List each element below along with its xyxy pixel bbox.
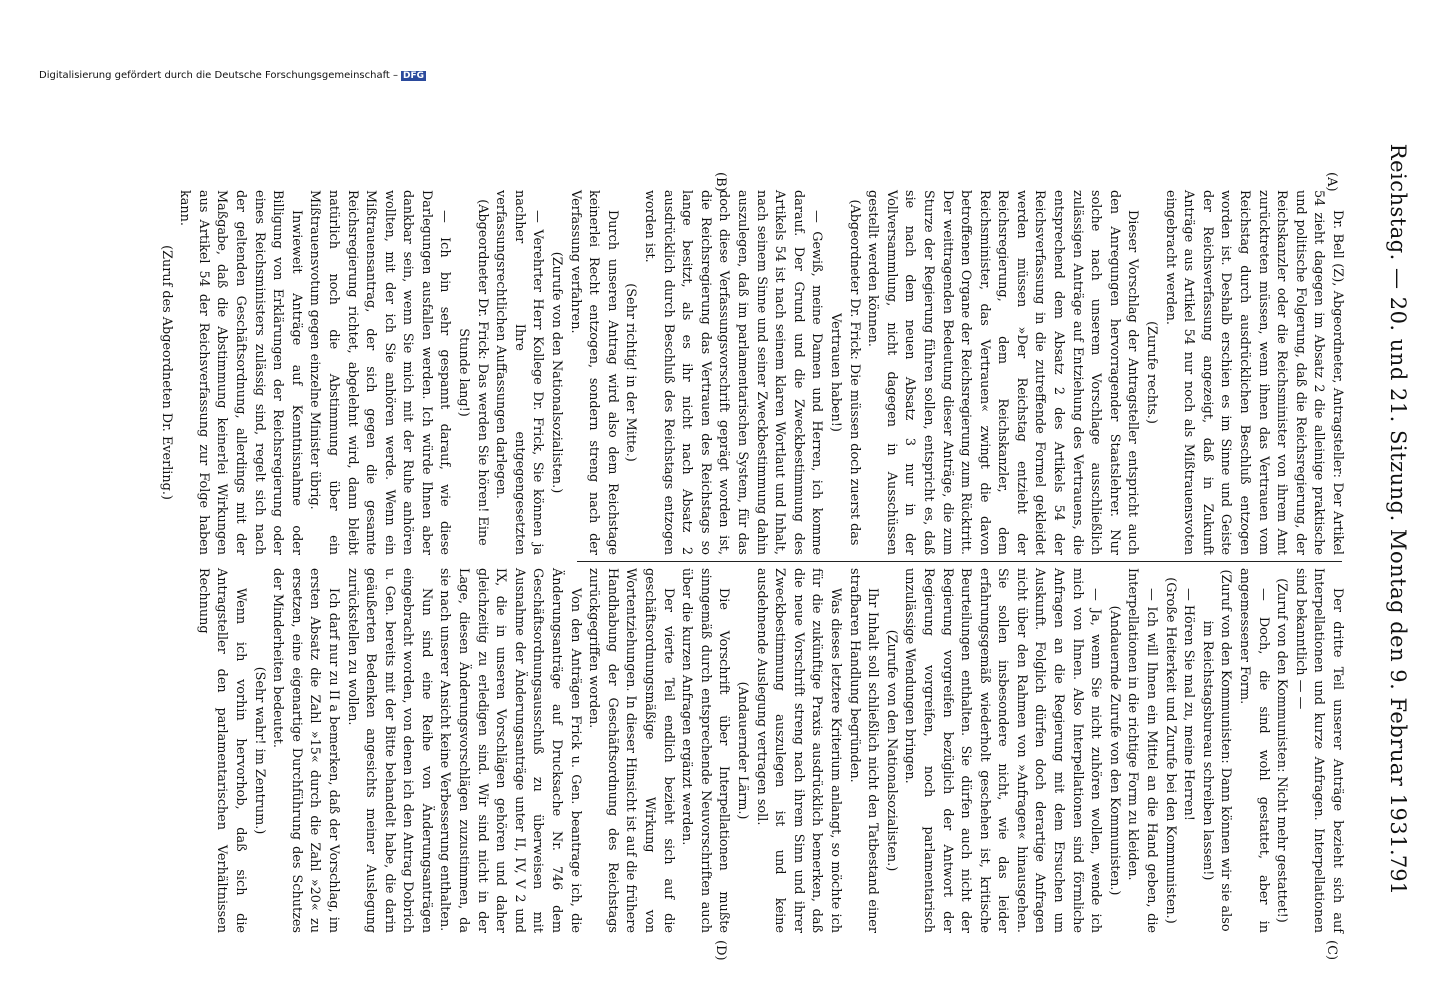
paragraph: Nun sind eine Reihe von Änderungsanträgen eingebracht worden, von denen ich den Antrag Dobrich u. Gen. bereits mit der Bitte behandelt habe, die darin geäußerten Bedenken angesichts meiner Auslegung zurückstellen zu wollen.: [344, 568, 434, 933]
paragraph: Ihr Inhalt soll schließlich nicht den Tatbestand einer strafbaren Handlung begründen.: [846, 568, 881, 933]
interjection: (Andauernder Lärm.): [735, 681, 750, 820]
interjection: (Zurufe von den Nationalsozialisten.): [883, 629, 899, 872]
credit-text: Digitalisierung gefördert durch die Deutsche Forschungsgemeinschaft –: [39, 70, 399, 81]
paragraph: — Hören Sie mal zu, meine Herren!: [1181, 588, 1197, 821]
interjection: (Andauernde Zurufe von den Kommunisten.): [1106, 605, 1122, 896]
interjection: (Zurufe von den Nationalsozialisten.): [549, 251, 565, 494]
left-text-column: [156, 190, 1346, 555]
interjection: (Zuruf von den Kommunisten: Nicht mehr gestattet!): [1274, 578, 1290, 923]
interjection: (Zurufe rechts.): [1144, 321, 1160, 424]
dfg-logo: DFG: [403, 71, 425, 81]
paragraph: Von den Anträgen Frick u. Gen. beantrage ich, die Änderungsanträge auf Drucksache Nr. 746 dem Geschäftsordnungsausschuß zu überweisen mit Ausnahme der Änderungsanträge unter II, IV, V 2 und IX, die in unseren Vorschlägen gehören und daher gleichzeitig zu erledigen sind. Wir sind nicht in der Lage, diesen Änderungsvorschlägen zuzustimmen, da sie nach unserer Ansicht keine Verbesserung enthalten.: [437, 568, 583, 933]
paragraph: Dieser Vorschlag der Antragsteller entspricht auch den Anregungen hervorragender Staatslehrer. Nur solche nach unserem Vorschlage ausschließlich zulässigen Anträge auf Entziehung des Vertrauens, die entsprechend dem Absatz 2 des Artikels 54 der Reichsverfassung in die zutreffende Formel gekleidet werden müssen »Der Reichstag entzieht der Reichsregierung, dem Reichskanzler, dem Reichsminister, das Vertrauen« zwingt die davon betroffenen Organe der Reichsregierung zum Rücktritt. Der weittragenden Bedeutung dieser Anträge, die zum Sturze der Regierung führen sollen, entspricht es, daß sie nach dem neuen Absatz 3 nur in der Vollversammlung, nicht dagegen in Ausschüssen gestellt werden können.: [865, 190, 1141, 555]
paragraph: Wenn ich vorhin hervorhob, daß sich die Antragsteller den parlamentarischen Verhältnissen Rechnung: [195, 568, 248, 933]
paragraph: — Doch, die sind wohl gestattet, aber in angemessener Form.: [1237, 568, 1271, 933]
page-number: 791: [1386, 854, 1410, 895]
digitization-credit: [39, 70, 426, 81]
margin-marker-a: (A): [1324, 172, 1339, 192]
interjection: (Abgeordneter Dr. Frick: Die müssen doch zuerst das Vertrauen haben!): [827, 199, 862, 546]
paragraph: Inwieweit Anträge auf Kenntnisnahme oder Billigung von Erklärungen der Reichsregierung oder eines Reichsministers zulässig sind, regelt sich nach der geltenden Geschäftsordnung, allerdings mit der Maßgabe, daß die Abstimmung keinerlei Wirkungen aus Artikel 54 der Reichsverfassung zur Folge haben kann.: [177, 190, 304, 555]
paragraph: Der vierte Teil endlich bezieht sich auf die geschäftsordnungsmäßige Wirkung von Wortentziehungen. In dieser Hinsicht ist auf die frühere Handhabung der Geschäftsordnung des Reichstags zurückgegriffen worden.: [586, 568, 676, 933]
paragraph: Durch unseren Antrag wird also dem Reichstage keinerlei Recht entzogen, sondern streng nach der Verfassung verfahren.: [567, 190, 620, 555]
column-divider: [577, 561, 1342, 562]
interjection: (Sehr wahr! im Zentrum.): [251, 666, 267, 835]
running-title: Reichstag. — 20. und 21. Sitzung. Montag den 9. Februar 1931.: [1386, 143, 1410, 857]
paragraph: — Ich will Ihnen ein Mittel an die Hand geben, die Interpellationen in die richtige Form zu kleiden.: [1125, 568, 1160, 933]
page-header: [1364, 0, 1434, 1000]
margin-marker-d: (D): [713, 940, 728, 961]
margin-marker-c: (C): [1324, 940, 1339, 961]
interjection: (Sehr richtig! in der Mitte.): [623, 283, 639, 462]
paragraph: — Ja, wenn Sie nicht zuhören wollen, wende ich mich von Ihnen. Also Interpellationen sind förmliche Anfragen an die Regierung mit dem Ersuchen um Auskunft. Folglich dürfen doch derartige Anfragen nicht über den Rahmen von »Anfragen« hinausgehen. Sie sollen insbesondere nicht, wie das leider erfahrungsgemäß wiederholt geschehen ist, kritische Beurteilungen enthalten. Sie dürfen auch nicht der Regierung vorgreifen bezüglich der Antwort der Regierung vorgreifen, noch parlamentarisch unzulässige Wendungen bringen.: [902, 568, 1104, 933]
paragraph: — Ich bin sehr gespannt darauf, wie diese Darlegungen ausfallen werden. Ich würde Ihnen aber dankbar sein, wenn Sie mich mit der Ruhe anhören wollten, mit der ich Sie anhören werde. Wenn ein Mißtrauensantrag, der sich gegen die gesamte Reichsregierung richtet, abgelehnt wird, dann bleibt natürlich noch die Abstimmung über ein Mißtrauensvotum gegen einzelne Minister übrig.: [307, 190, 453, 555]
paragraph: Dr. Bell (Z), Abgeordneter, Antragsteller: Der Artikel 54 zieht dagegen im Absatz 2 die alleinige praktische und politische Folgerung, daß die Reichsregierung, der Reichskanzler oder die Reichsminister von ihrem Amt zurücktreten müssen, wenn ihnen das Vertrauen vom Reichstag durch ausdrücklichen Beschluß entzogen worden ist. Deshalb erschien es im Sinne und Geiste der Reichsverfassung angezeigt, daß in Zukunft Anträge aus Artikel 54 nur noch als Mißtrauensvoten eingebracht werden.: [1162, 190, 1345, 555]
paragraph: — Gewiß, meine Damen und Herren, ich komme darauf. Der Grund und die Zweckbestimmung des Artikels 54 ist nach seinem klaren Wortlaut und Inhalt, nach seinem Sinne und seiner Zweckbestimmung dahin auszulegen, daß im parlamentarischen System, für das doch diese Verfassungsvorschrift geprägt worden ist, die Reichsregierung das Vertrauen des Reichstags so lange besitzt, als es ihr nicht nach Absatz 2 ausdrücklich durch Beschluß des Reichstags entzogen worden ist.: [642, 190, 825, 555]
paragraph: Ich darf nur zu II a bemerken, daß der Vorschlag, im ersten Absatz die Zahl »15« durch die Zahl »20« zu ersetzen, eine eigenartige Durchführung des Schutzes der Minderheiten bedeutet.: [270, 568, 341, 933]
margin-marker-b: (B): [713, 172, 728, 192]
paragraph: Der dritte Teil unserer Anträge bezieht sich auf Interpellationen und kurze Anfragen. Interpellationen sind bekanntlich — —: [1292, 568, 1345, 933]
right-text-column: [193, 568, 1346, 933]
interjection: (Große Heiterkeit und Zurufe bei den Kommunisten.): [1162, 577, 1178, 924]
interjection: (Zuruf von den Kommunisten: Dann können wir sie also im Reichstagsbureau schreiben lassen!): [1199, 569, 1234, 932]
paragraph: Was dieses letztere Kriterium anlangt, so möchte ich für die zukünftige Praxis ausdrücklich bemerken, daß die neue Vorschrift streng nach ihrem Sinn und ihrer Zweckbestimmung auszulegen ist und keine ausdehnende Auslegung vertragen soll.: [753, 568, 843, 933]
interjection: (Zuruf des Abgeordneten Dr. Everling.): [158, 245, 174, 500]
interjection: (Abgeordneter Dr. Frick: Das werden Sie hören! Eine Stunde lang!): [456, 199, 490, 546]
paragraph: Die Vorschrift über Interpellationen mußte sinngemäß durch entsprechende Neuvorschriften auch über die kurzen Anfragen ergänzt werden.: [679, 568, 732, 933]
paragraph: — Verehrter Herr Kollege Dr. Frick, Sie können ja nachher Ihre entgegengesetzten verfassungsrechtlichen Auffassungen darlegen.: [493, 190, 546, 555]
